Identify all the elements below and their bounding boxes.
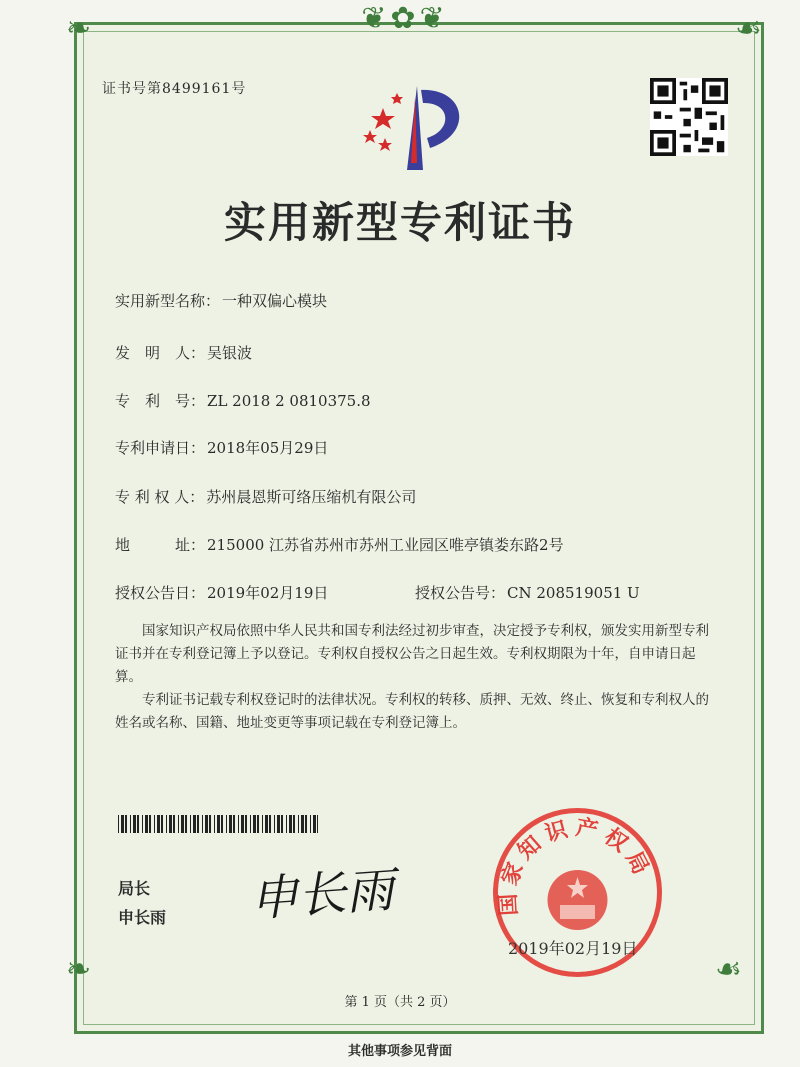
footer-note: 其他事项参见背面 — [347, 1044, 452, 1059]
page-number: 第 1 页（共 2 页） — [344, 995, 456, 1010]
grant-number-row — [415, 582, 640, 603]
field-value: ZL 2018 2 0810375.8 — [207, 392, 371, 410]
field-value: CN 208519051 U — [507, 584, 640, 602]
barcode — [118, 815, 318, 833]
field-label: 专 利 权 人： — [115, 488, 205, 506]
utility-model-name-row — [115, 290, 327, 311]
seal-date: 2019年02月19日 — [508, 939, 638, 958]
field-label: 授权公告日： — [115, 584, 206, 602]
corner-ornament: ☙ — [735, 11, 762, 46]
certificate-title: 实用新型专利证书 — [223, 198, 576, 247]
certificate-number: 证书号第8499161号 — [102, 81, 247, 97]
field-label: 授权公告号： — [415, 584, 506, 602]
field-value: 215000 江苏省苏州市苏州工业园区唯亭镇娄东路2号 — [207, 536, 564, 554]
field-value: 苏州晨恩斯可络压缩机有限公司 — [206, 488, 417, 506]
svg-text:申长雨: 申长雨 — [248, 861, 396, 928]
signer-title: 局长 — [118, 879, 151, 898]
corner-ornament: ❧ — [66, 952, 92, 987]
field-value: 吴银波 — [207, 344, 253, 362]
field-value: 2019年02月19日 — [207, 584, 329, 602]
patent-office-logo — [355, 78, 480, 173]
field-value: 一种双偏心模块 — [222, 292, 328, 310]
top-ornament: ❦✿❦ — [361, 1, 449, 36]
field-label: 实用新型名称： — [115, 292, 221, 310]
corner-ornament: ☙ — [715, 952, 742, 987]
corner-ornament: ❧ — [66, 11, 92, 46]
address-row — [115, 534, 564, 555]
body-paragraph: 专利证书记载专利权登记时的法律状况。专利权的转移、质押、无效、终止、恢复和专利权人的姓名或名称、国籍、地址变更等事项记载在专利登记簿上。 — [115, 692, 709, 731]
filing-date-row — [115, 437, 328, 458]
patent-number-row — [115, 390, 371, 411]
inventor-row — [115, 342, 252, 363]
qr-code — [650, 78, 728, 156]
field-label: 专 利 号： — [115, 392, 206, 410]
seal-text: 国家知识产权局 — [495, 815, 656, 917]
patentee-row — [115, 486, 416, 507]
handwritten-signature — [245, 855, 425, 930]
grant-date-row — [115, 582, 328, 603]
body-paragraph: 国家知识产权局依照中华人民共和国专利法经过初步审查，决定授予专利权，颁发实用新型专利证书并在专利登记簿上予以登记。专利权自授权公告之日起生效。专利权期限为十年，自申请日起算。 — [115, 623, 709, 685]
field-label: 专利申请日： — [115, 439, 206, 457]
field-value: 2018年05月29日 — [207, 439, 329, 457]
field-label: 地 址： — [115, 536, 206, 554]
signer-name: 申长雨 — [118, 908, 167, 927]
field-label: 发 明 人： — [115, 344, 206, 362]
